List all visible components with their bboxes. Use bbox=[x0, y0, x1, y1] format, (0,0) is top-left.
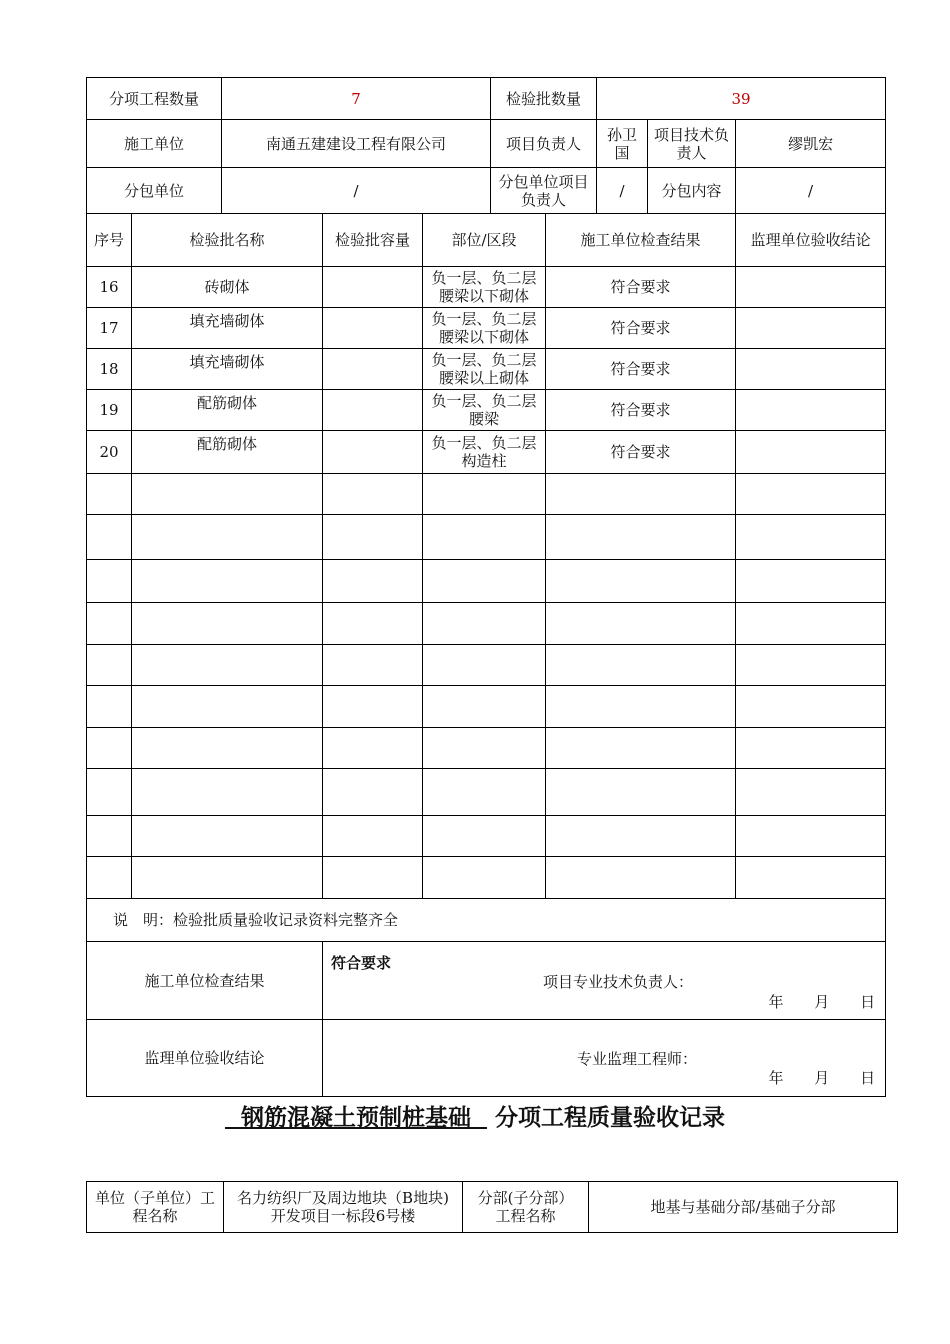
table-row bbox=[87, 390, 886, 431]
acceptance-table bbox=[86, 77, 886, 1097]
sub-pm-label: 分包单位项目负责人 bbox=[491, 168, 597, 214]
contractor-check-result: 符合要求 bbox=[331, 954, 392, 972]
unit-label: 单位（子单位）工程名称 bbox=[87, 1182, 224, 1233]
row-capacity bbox=[323, 390, 423, 431]
row-conclusion bbox=[736, 431, 886, 474]
row-no: 18 bbox=[87, 349, 132, 390]
row-no: 17 bbox=[87, 308, 132, 349]
sub-content-value: / bbox=[736, 168, 886, 214]
contractor-label: 施工单位 bbox=[87, 120, 222, 168]
contractor-check-cell bbox=[323, 942, 886, 1020]
row-conclusion bbox=[736, 308, 886, 349]
row-location: 负一层、负二层构造柱 bbox=[423, 431, 546, 474]
row-check: 符合要求 bbox=[546, 431, 736, 474]
unit-value: 名力纺织厂及周边地块（B地块)开发项目一标段6号楼 bbox=[224, 1182, 463, 1233]
batch-count-label: 检验批数量 bbox=[491, 78, 597, 120]
col-header-capacity: 检验批容量 bbox=[323, 214, 423, 267]
row-no: 19 bbox=[87, 390, 132, 431]
row-check: 符合要求 bbox=[546, 349, 736, 390]
empty-row bbox=[87, 686, 886, 728]
col-header-conclusion: 监理单位验收结论 bbox=[736, 214, 886, 267]
empty-row bbox=[87, 728, 886, 769]
row-conclusion bbox=[736, 267, 886, 308]
subitem-count-label: 分项工程数量 bbox=[87, 78, 222, 120]
supervisor-check-date: 年 月 日 bbox=[768, 1069, 876, 1087]
row-name: 配筋砌体 bbox=[132, 390, 323, 431]
project-info-table bbox=[86, 1181, 898, 1233]
row-capacity bbox=[323, 267, 423, 308]
col-header-no: 序号 bbox=[87, 214, 132, 267]
page-title bbox=[0, 1099, 950, 1132]
subcontractor-label: 分包单位 bbox=[87, 168, 222, 214]
empty-row bbox=[87, 769, 886, 816]
supervisor-check-signer: 专业监理工程师： bbox=[577, 1050, 698, 1068]
empty-row bbox=[87, 515, 886, 560]
empty-row bbox=[87, 560, 886, 603]
title-suffix: 分项工程质量验收记录 bbox=[495, 1104, 726, 1131]
row-name: 砖砌体 bbox=[132, 267, 323, 308]
division-value: 地基与基础分部/基础子分部 bbox=[589, 1182, 898, 1233]
contractor-check-label: 施工单位检查结果 bbox=[87, 942, 323, 1020]
header-row-contractor bbox=[87, 120, 886, 168]
division-label: 分部(子分部）工程名称 bbox=[463, 1182, 589, 1233]
sub-content-label: 分包内容 bbox=[648, 168, 736, 214]
row-location: 负一层、负二层腰梁以上砌体 bbox=[423, 349, 546, 390]
row-no: 20 bbox=[87, 431, 132, 474]
tech-lead-value: 缪凯宏 bbox=[736, 120, 886, 168]
title-project bbox=[225, 1104, 487, 1131]
empty-row bbox=[87, 645, 886, 686]
batch-count-value: 39 bbox=[597, 78, 886, 120]
contractor-value: 南通五建建设工程有限公司 bbox=[222, 120, 491, 168]
col-header-name: 检验批名称 bbox=[132, 214, 323, 267]
contractor-check-row bbox=[87, 942, 886, 1020]
supervisor-check-cell bbox=[323, 1020, 886, 1097]
project-info-row bbox=[87, 1182, 898, 1233]
pm-label: 项目负责人 bbox=[491, 120, 597, 168]
contractor-check-date: 年 月 日 bbox=[768, 993, 876, 1011]
header-row-counts bbox=[87, 78, 886, 120]
col-header-location: 部位/区段 bbox=[423, 214, 546, 267]
title-project-text: 钢筋混凝土预制桩基础 bbox=[240, 1104, 471, 1131]
row-check: 符合要求 bbox=[546, 267, 736, 308]
empty-row bbox=[87, 816, 886, 857]
empty-row bbox=[87, 603, 886, 645]
sub-pm-value: / bbox=[597, 168, 648, 214]
pm-value: 孙卫国 bbox=[597, 120, 648, 168]
row-capacity bbox=[323, 431, 423, 474]
table-row bbox=[87, 431, 886, 474]
row-location: 负一层、负二层腰梁以下砌体 bbox=[423, 308, 546, 349]
row-conclusion bbox=[736, 349, 886, 390]
table-row bbox=[87, 308, 886, 349]
empty-row bbox=[87, 857, 886, 899]
table-row bbox=[87, 267, 886, 308]
row-name: 填充墙砌体 bbox=[132, 308, 323, 349]
row-conclusion bbox=[736, 390, 886, 431]
row-check: 符合要求 bbox=[546, 308, 736, 349]
column-header-row bbox=[87, 214, 886, 267]
subitem-count-value: 7 bbox=[222, 78, 491, 120]
subcontractor-value: / bbox=[222, 168, 491, 214]
tech-lead-label: 项目技术负责人 bbox=[648, 120, 736, 168]
row-name: 配筋砌体 bbox=[132, 431, 323, 474]
table-row bbox=[87, 349, 886, 390]
empty-row bbox=[87, 474, 886, 515]
contractor-check-signer: 项目专业技术负责人： bbox=[543, 973, 694, 991]
row-capacity bbox=[323, 308, 423, 349]
row-capacity bbox=[323, 349, 423, 390]
supervisor-check-label: 监理单位验收结论 bbox=[87, 1020, 323, 1097]
row-check: 符合要求 bbox=[546, 390, 736, 431]
row-no: 16 bbox=[87, 267, 132, 308]
note-row bbox=[87, 899, 886, 942]
row-name: 填充墙砌体 bbox=[132, 349, 323, 390]
supervisor-check-row bbox=[87, 1020, 886, 1097]
note-text: 说 明：检验批质量验收记录资料完整齐全 bbox=[87, 899, 886, 942]
row-location: 负一层、负二层腰梁以下砌体 bbox=[423, 267, 546, 308]
header-row-subcontractor bbox=[87, 168, 886, 214]
row-location: 负一层、负二层腰梁 bbox=[423, 390, 546, 431]
col-header-check: 施工单位检查结果 bbox=[546, 214, 736, 267]
